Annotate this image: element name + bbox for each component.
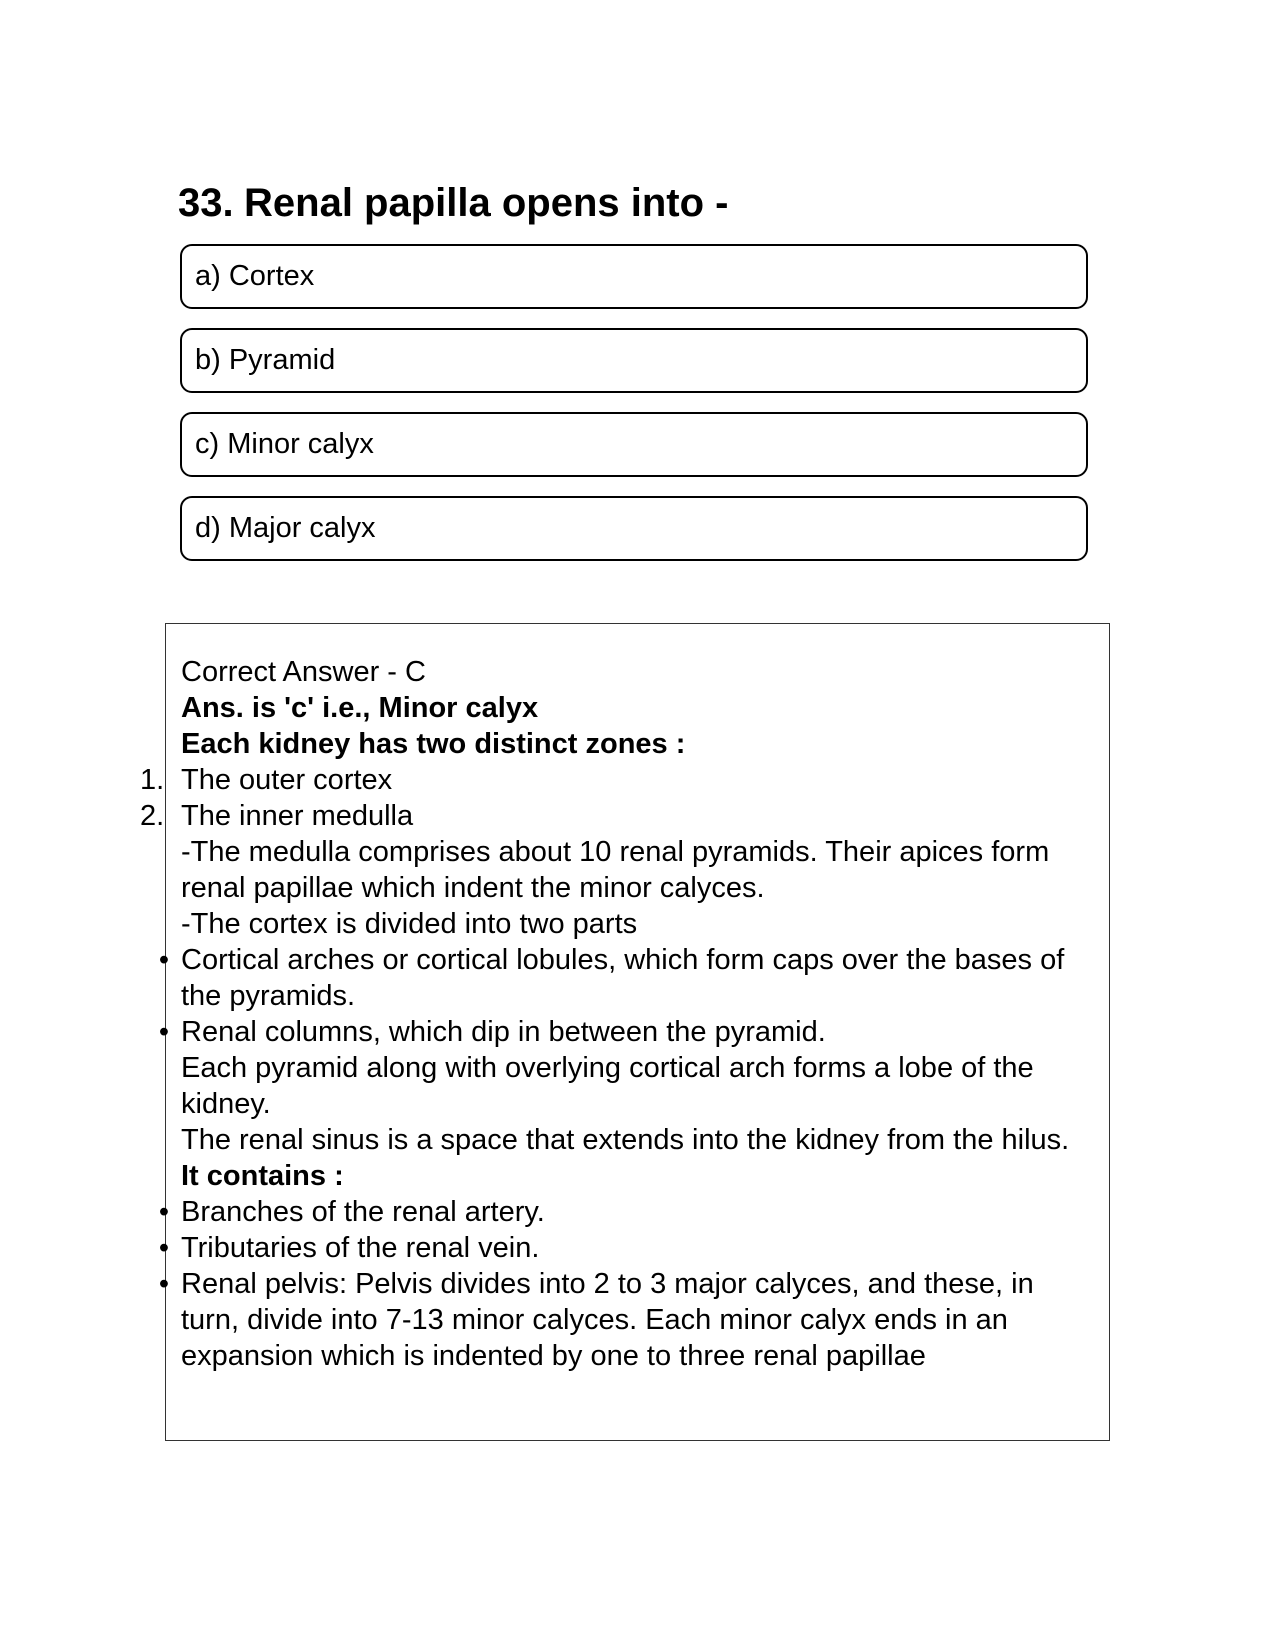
explanation-text (140, 654, 1091, 1374)
bullet-icon: • (158, 1232, 169, 1264)
list-number: 2. (140, 800, 165, 832)
question-title (178, 178, 729, 228)
zones-heading: Each kidney has two distinct zones : (181, 728, 686, 760)
bullet-icon: • (158, 1196, 169, 1228)
question-number: 33. (178, 181, 234, 225)
correct-answer: Correct Answer - C (181, 656, 426, 688)
lobe-paragraph: Each pyramid along with overlying cortical arch forms a lobe of the kidney. (181, 1052, 1034, 1120)
contains-heading: It contains : (181, 1160, 344, 1192)
list-item (140, 762, 1091, 798)
cortex-paragraph: -The cortex is divided into two parts (181, 908, 638, 940)
sinus-paragraph: The renal sinus is a space that extends into the kidney from the hilus. (181, 1124, 1070, 1156)
list-item (158, 1230, 1091, 1266)
list-item (158, 1014, 1091, 1050)
question-text: Renal papilla opens into - (244, 181, 729, 225)
bullet-icon: • (158, 944, 169, 976)
answer-line: Ans. is 'c' i.e., Minor calyx (181, 692, 539, 724)
list-item-text: Renal columns, which dip in between the pyramid. (181, 1016, 826, 1048)
option-c[interactable]: c) Minor calyx (180, 412, 1088, 477)
bullet-icon: • (158, 1016, 169, 1048)
list-item-text: Tributaries of the renal vein. (181, 1232, 540, 1264)
list-item (158, 942, 1091, 1014)
list-item-text: Branches of the renal artery. (181, 1196, 545, 1228)
option-a[interactable]: a) Cortex (180, 244, 1088, 309)
list-item-text: The inner medulla (181, 800, 414, 832)
list-item-text: The outer cortex (181, 764, 393, 796)
list-item (158, 1266, 1091, 1374)
medulla-paragraph: -The medulla comprises about 10 renal pyramids. Their apices form renal papillae which indent the minor calyces. (181, 836, 1050, 904)
list-item-text: Renal pelvis: Pelvis divides into 2 to 3 major calyces, and these, in turn, divide into 7-13 minor calyces. Each minor calyx ends in an expansion which is indented by one to three renal papillae (181, 1268, 1034, 1372)
option-b[interactable]: b) Pyramid (180, 328, 1088, 393)
list-number: 1. (140, 764, 165, 796)
option-d[interactable]: d) Major calyx (180, 496, 1088, 561)
list-item-text: Cortical arches or cortical lobules, which form caps over the bases of the pyramids. (181, 944, 1065, 1012)
list-item (140, 798, 1091, 834)
bullet-icon: • (158, 1268, 169, 1300)
list-item (158, 1194, 1091, 1230)
